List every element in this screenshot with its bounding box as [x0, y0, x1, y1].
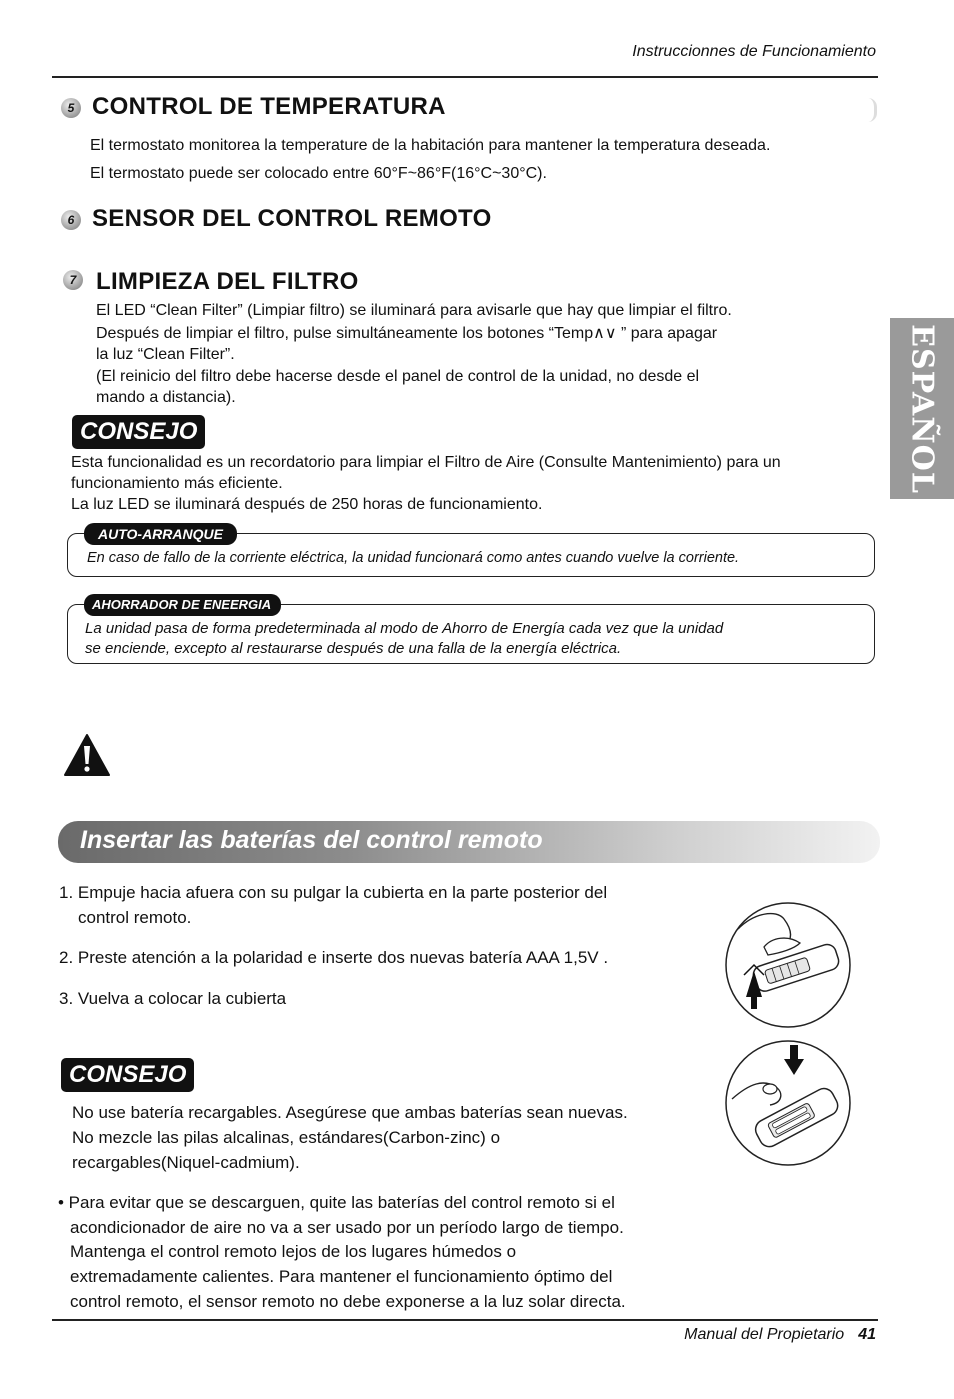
filter-line-5: mando a distancia).: [96, 389, 236, 406]
energy-saving-tag: AHORRADOR DE ENEERGIA: [84, 594, 281, 616]
section-title-end-cap: [868, 98, 877, 122]
battery-section-banner: [58, 821, 880, 863]
language-tab-label: ESPAÑOL: [904, 323, 940, 494]
language-tab: [890, 318, 954, 499]
battery-insert-diagram: [724, 1039, 852, 1172]
temperature-line-1: El termostato monitorea la temperature de la habitación para mantener la temperatura deseada.: [90, 137, 771, 154]
step-3: 3. Vuelva a colocar la cubierta: [59, 989, 287, 1008]
consejo1-line-2: funcionamiento más eficiente.: [71, 475, 283, 492]
consejo2-line-2: No mezcle las pilas alcalinas, estándares(Carbon-zinc) o: [72, 1128, 501, 1147]
consejo2-line-1: No use batería recargables. Asegúrese que ambas baterías sean nuevas.: [72, 1103, 628, 1122]
page-number: 41: [858, 1326, 876, 1343]
filter-line-1: El LED “Clean Filter” (Limpiar filtro) se iluminará para avisarle que hay que limpiar el filtro.: [96, 302, 732, 319]
consejo-badge-1: CONSEJO: [72, 415, 205, 449]
page-footer: [684, 1326, 876, 1344]
bullet-line-4: extremadamente calientes. Para mantener el funcionamiento óptimo del: [70, 1267, 613, 1286]
consejo2-line-3: recargables(Niquel-cadmium).: [72, 1153, 300, 1172]
filter-line-2: Después de limpiar el filtro, pulse simultáneamente los botones “Temp∧∨ ” para apagar: [96, 325, 718, 342]
footer-label: Manual del Propietario: [684, 1326, 845, 1343]
step-1-line-1: 1. Empuje hacia afuera con su pulgar la cubierta en la parte posterior del: [59, 883, 608, 902]
filter-line-4: (El reinicio del filtro debe hacerse desde el panel de control de la unidad, no desde el: [96, 368, 700, 385]
temperature-line-2: El termostato puede ser colocado entre 60°F~86°F(16°C~30°C).: [90, 165, 547, 182]
energy-saving-line-1: La unidad pasa de forma predeterminada al modo de Ahorro de Energía cada vez que la unidad: [85, 620, 724, 637]
section-title-remote-sensor: SENSOR DEL CONTROL REMOTO: [92, 205, 492, 232]
section-title-filter-cleaning: LIMPIEZA DEL FILTRO: [96, 268, 359, 295]
bullet-line-5: control remoto, el sensor remoto no debe exponerse a la luz solar directa.: [70, 1292, 626, 1311]
bullet-line-1: • Para evitar que se descarguen, quite las baterías del control remoto si el: [58, 1193, 615, 1212]
battery-section-title: Insertar las baterías del control remoto: [80, 826, 543, 854]
consejo1-line-3: La luz LED se iluminará después de 250 horas de funcionamiento.: [71, 496, 543, 513]
section-title-temperature: CONTROL DE TEMPERATURA: [92, 93, 446, 120]
step-2: 2. Preste atención a la polaridad e inserte dos nuevas batería AAA 1,5V .: [59, 948, 609, 967]
section-number-5: 5: [61, 98, 81, 118]
remote-cover-open-diagram: [724, 901, 852, 1034]
energy-saving-line-2: se enciende, excepto al restaurarse después de una falla de la energía eléctrica.: [85, 640, 622, 657]
step-1-line-2: control remoto.: [78, 908, 192, 927]
warning-triangle-icon: [63, 733, 111, 782]
page-header-title: Instruccionnes de Funcionamiento: [632, 43, 876, 60]
filter-line-3: la luz “Clean Filter”.: [96, 346, 235, 363]
footer-rule: [52, 1319, 878, 1321]
auto-restart-tag: AUTO-ARRANQUE: [84, 523, 237, 545]
bullet-line-2: acondicionador de aire no va a ser usado por un período largo de tiempo.: [70, 1218, 624, 1237]
section-number-6: 6: [61, 210, 81, 230]
header-rule: [52, 76, 878, 78]
auto-restart-text: En caso de fallo de la corriente eléctrica, la unidad funcionará como antes cuando vuelve la corriente.: [87, 550, 740, 566]
consejo-badge-2: CONSEJO: [61, 1058, 194, 1092]
section-number-7: 7: [63, 270, 83, 290]
consejo1-line-1: Esta funcionalidad es un recordatorio para limpiar el Filtro de Aire (Consulte Mantenimiento) para un: [71, 454, 781, 471]
bullet-line-3: Mantenga el control remoto lejos de los lugares húmedos o: [70, 1242, 517, 1261]
